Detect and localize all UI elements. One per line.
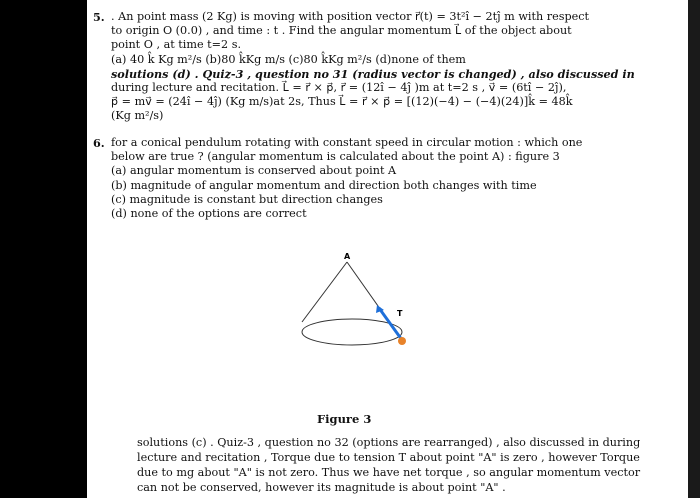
- tension-label: T: [397, 309, 403, 318]
- question-5: [93, 10, 635, 124]
- page-shadow: [688, 0, 700, 498]
- cone-left-edge: [302, 262, 347, 322]
- question-5-line-2: to origin O (0.0) , and time : t . Find the angular momentum L⃗ of the object about: [111, 24, 572, 38]
- solution-6-line-3: due to mg about "A" is not zero. Thus we have net torque , so angular momentum vector: [137, 466, 641, 479]
- figure-caption: Figure 3: [317, 412, 372, 426]
- question-5-line-7: p⃗ = mv⃗ = (24î − 4ĵ) (Kg m/s)at 2s, Thus L⃗ = r⃗ × p⃗ = [(12)(−4) − (−4)(24)]k̂ = 48k̂: [111, 95, 573, 109]
- pendulum-bob: [398, 337, 406, 345]
- question-6-line-5: (c) magnitude is constant but direction changes: [111, 192, 383, 206]
- question-6-line-3: (a) angular momentum is conserved about point A: [111, 164, 397, 178]
- question-6: [93, 136, 591, 221]
- solution-6-line-2: lecture and recitation , Torque due to tension T about point "A" is zero , however Torque: [137, 451, 640, 464]
- solution-6: [137, 435, 641, 495]
- cone-base-circle: [302, 319, 402, 345]
- solution-6-line-1: solutions (c) . Quiz-3 , question no 32 (options are rearranged) , also discussed in during: [137, 436, 641, 449]
- question-5-line-8: (Kg m²/s): [111, 109, 164, 123]
- question-6-line-2: below are true ? (angular momentum is calculated about the point A) : figure 3: [111, 150, 560, 164]
- question-5-line-1: . An point mass (2 Kg) is moving with position vector r⃗(t) = 3t²î − 2tĵ m with respect: [111, 10, 590, 23]
- solution-6-line-4: can not be conserved, however its magnitude is about point "A" .: [137, 481, 506, 494]
- question-5-line-3: point O , at time t=2 s.: [111, 38, 241, 52]
- question-6-number: 6.: [93, 136, 105, 150]
- conical-pendulum-figure: [287, 250, 427, 360]
- document-page: [87, 0, 688, 498]
- question-5-line-5: solutions (d) . Quiz-3 , question no 31 (radius vector is changed) , also discussed in: [111, 66, 635, 81]
- question-5-line-4: (a) 40 k̂ Kg m²/s (b)80 k̂Kg m/s (c)80 k̂Kg m²/s (d)none of them: [111, 52, 466, 66]
- question-5-line-6: during lecture and recitation. L⃗ = r⃗ × p⃗, r⃗ = (12î − 4ĵ )m at t=2 s , v⃗ = (6tî − 2ĵ),: [111, 81, 567, 95]
- question-6-line-1: for a conical pendulum rotating with constant speed in circular motion : which one: [111, 136, 583, 149]
- question-6-line-6: (d) none of the options are correct: [111, 207, 307, 221]
- point-a-label: A: [344, 252, 351, 261]
- question-6-line-4: (b) magnitude of angular momentum and direction both changes with time: [111, 178, 537, 192]
- question-5-number: 5.: [93, 10, 105, 24]
